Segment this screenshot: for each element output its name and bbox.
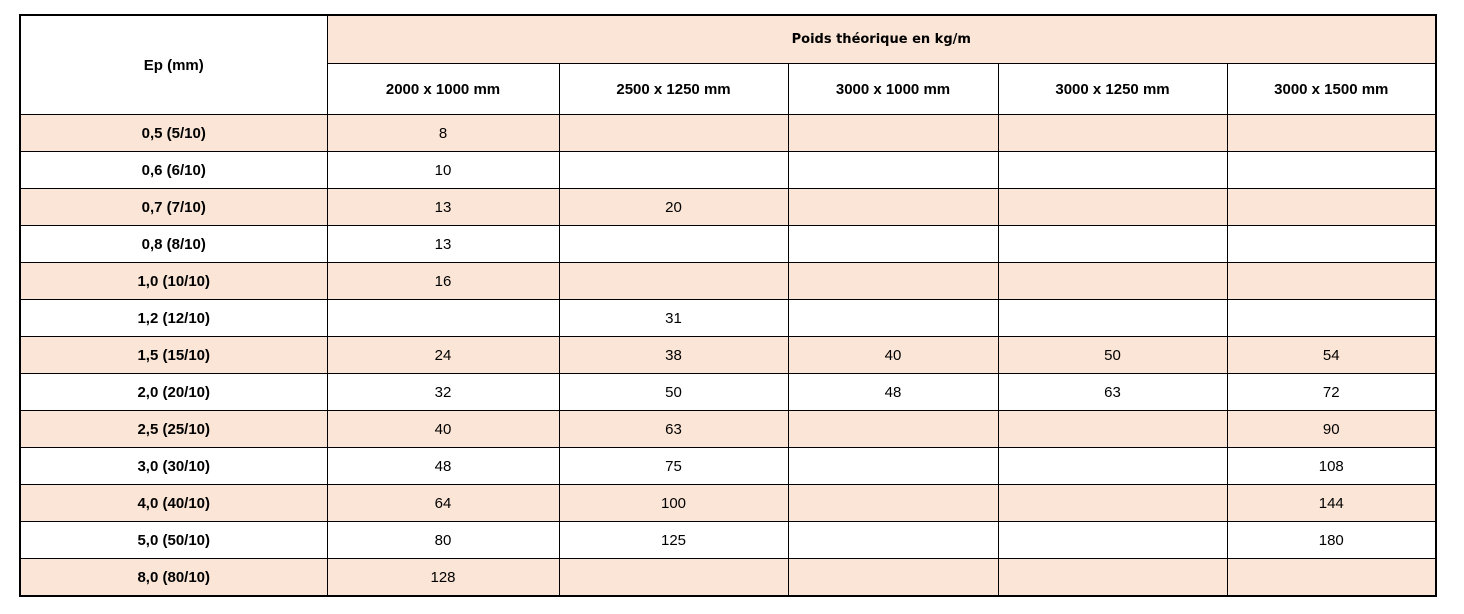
weight-table-container xyxy=(19,14,1435,597)
table-row xyxy=(20,263,1436,300)
weight-cell xyxy=(788,300,998,337)
thickness-cell: 1,2 (12/10) xyxy=(20,300,327,337)
weight-cell: 90 xyxy=(1227,411,1436,448)
weight-cell: 125 xyxy=(559,522,788,559)
weight-cell: 50 xyxy=(998,337,1227,374)
weight-cell: 13 xyxy=(327,189,559,226)
weight-cell: 10 xyxy=(327,152,559,189)
weight-cell xyxy=(998,300,1227,337)
weight-cell: 108 xyxy=(1227,448,1436,485)
thickness-cell: 8,0 (80/10) xyxy=(20,559,327,597)
weight-cell xyxy=(559,115,788,152)
weight-cell xyxy=(559,559,788,597)
weight-cell xyxy=(998,263,1227,300)
weight-cell xyxy=(998,559,1227,597)
weight-cell: 54 xyxy=(1227,337,1436,374)
weight-cell xyxy=(327,300,559,337)
weight-cell: 180 xyxy=(1227,522,1436,559)
table-row xyxy=(20,115,1436,152)
weight-cell xyxy=(788,152,998,189)
weight-cell: 40 xyxy=(788,337,998,374)
table-row xyxy=(20,559,1436,597)
weight-cell xyxy=(998,522,1227,559)
weight-cell xyxy=(998,226,1227,263)
weight-cell: 48 xyxy=(788,374,998,411)
weight-cell: 20 xyxy=(559,189,788,226)
table-row xyxy=(20,411,1436,448)
weight-cell xyxy=(788,226,998,263)
weight-cell: 24 xyxy=(327,337,559,374)
table-row xyxy=(20,152,1436,189)
size-column-header: 3000 x 1000 mm xyxy=(788,64,998,115)
thickness-cell: 1,5 (15/10) xyxy=(20,337,327,374)
weight-cell xyxy=(559,226,788,263)
weight-table xyxy=(19,14,1437,597)
size-column-header: 2500 x 1250 mm xyxy=(559,64,788,115)
weight-cell xyxy=(998,152,1227,189)
weight-cell xyxy=(1227,115,1436,152)
weight-cell xyxy=(788,485,998,522)
table-header xyxy=(20,15,1436,115)
thickness-cell: 1,0 (10/10) xyxy=(20,263,327,300)
weight-cell xyxy=(998,189,1227,226)
size-column-header: 3000 x 1500 mm xyxy=(1227,64,1436,115)
table-row xyxy=(20,448,1436,485)
weight-cell xyxy=(788,189,998,226)
weight-cell: 75 xyxy=(559,448,788,485)
weight-cell xyxy=(559,152,788,189)
thickness-cell: 2,5 (25/10) xyxy=(20,411,327,448)
weight-cell xyxy=(788,115,998,152)
weight-cell: 50 xyxy=(559,374,788,411)
weight-cell xyxy=(998,485,1227,522)
table-row xyxy=(20,522,1436,559)
table-row xyxy=(20,485,1436,522)
thickness-cell: 0,7 (7/10) xyxy=(20,189,327,226)
weight-cell xyxy=(1227,189,1436,226)
weight-cell xyxy=(559,263,788,300)
table-body xyxy=(20,115,1436,597)
weight-cell xyxy=(1227,152,1436,189)
weight-cell xyxy=(1227,300,1436,337)
weight-cell xyxy=(1227,559,1436,597)
thickness-cell: 0,6 (6/10) xyxy=(20,152,327,189)
table-row xyxy=(20,374,1436,411)
weight-cell: 8 xyxy=(327,115,559,152)
table-row xyxy=(20,337,1436,374)
ep-column-header: Ep (mm) xyxy=(20,15,327,115)
weight-cell: 72 xyxy=(1227,374,1436,411)
table-row xyxy=(20,189,1436,226)
weight-group-header: Poids théorique en kg/m xyxy=(327,15,1436,64)
weight-cell: 128 xyxy=(327,559,559,597)
thickness-cell: 0,8 (8/10) xyxy=(20,226,327,263)
header-row-top xyxy=(20,15,1436,64)
thickness-cell: 3,0 (30/10) xyxy=(20,448,327,485)
thickness-cell: 5,0 (50/10) xyxy=(20,522,327,559)
weight-cell: 48 xyxy=(327,448,559,485)
size-column-header: 2000 x 1000 mm xyxy=(327,64,559,115)
weight-cell xyxy=(1227,226,1436,263)
size-column-header: 3000 x 1250 mm xyxy=(998,64,1227,115)
weight-cell: 63 xyxy=(998,374,1227,411)
weight-cell: 38 xyxy=(559,337,788,374)
weight-cell xyxy=(788,522,998,559)
weight-cell xyxy=(788,263,998,300)
weight-cell: 31 xyxy=(559,300,788,337)
table-row xyxy=(20,300,1436,337)
weight-cell: 64 xyxy=(327,485,559,522)
table-row xyxy=(20,226,1436,263)
weight-cell xyxy=(788,411,998,448)
weight-cell: 80 xyxy=(327,522,559,559)
weight-cell: 40 xyxy=(327,411,559,448)
weight-cell: 144 xyxy=(1227,485,1436,522)
weight-cell xyxy=(998,448,1227,485)
weight-cell: 16 xyxy=(327,263,559,300)
weight-cell: 100 xyxy=(559,485,788,522)
weight-cell xyxy=(1227,263,1436,300)
thickness-cell: 2,0 (20/10) xyxy=(20,374,327,411)
weight-cell: 13 xyxy=(327,226,559,263)
thickness-cell: 4,0 (40/10) xyxy=(20,485,327,522)
weight-cell xyxy=(788,448,998,485)
weight-cell xyxy=(998,115,1227,152)
weight-cell: 32 xyxy=(327,374,559,411)
thickness-cell: 0,5 (5/10) xyxy=(20,115,327,152)
weight-cell xyxy=(788,559,998,597)
weight-cell xyxy=(998,411,1227,448)
weight-cell: 63 xyxy=(559,411,788,448)
